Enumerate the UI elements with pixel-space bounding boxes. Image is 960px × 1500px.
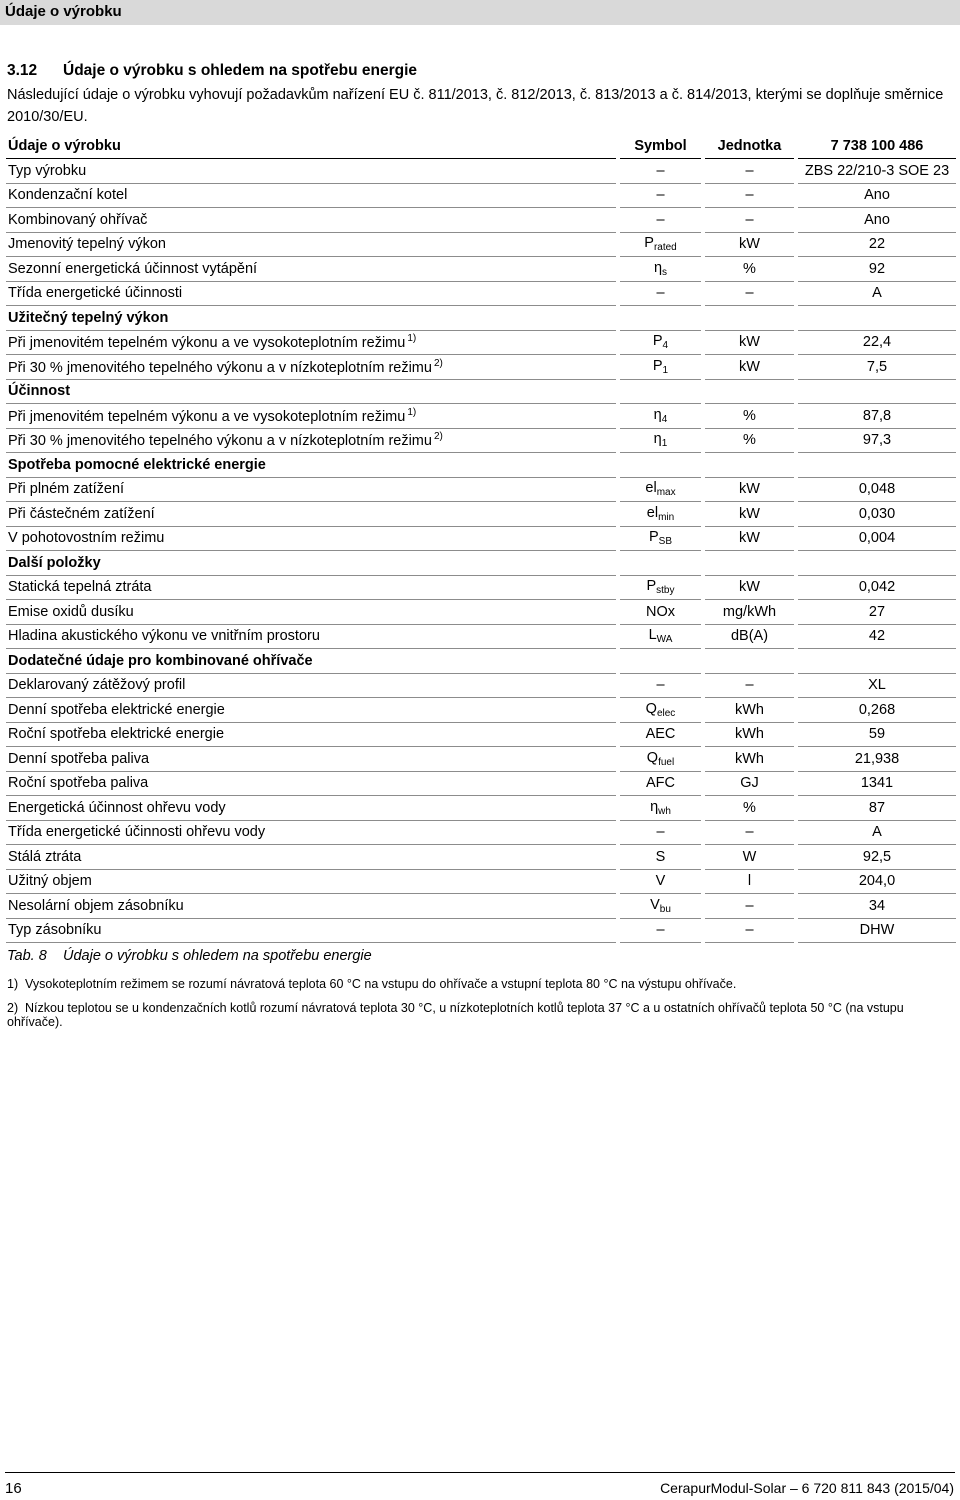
row-label: Při plném zatížení [8,481,125,498]
row-label-cell [6,894,618,919]
row-unit: – [703,208,796,233]
row-value: 92 [796,257,956,282]
row-symbol: – [656,285,665,302]
row-value: XL [796,673,956,698]
row-symbol-cell [618,502,703,527]
row-symbol-subscript: fuel [658,756,675,768]
row-label: V pohotovostním režimu [8,530,165,547]
table-row [6,918,956,943]
row-symbol-cell [618,159,703,184]
row-value: 22 [796,232,956,257]
row-label: Hladina akustického výkonu ve vnitřním prostoru [8,628,320,645]
row-label: Energetická účinnost ohřevu vody [8,799,226,816]
row-label-cell [6,796,618,821]
table-row [6,257,956,282]
table-row [6,796,956,821]
row-unit: kW [703,330,796,355]
row-label-cell [6,698,618,723]
row-symbol: Q [645,700,657,717]
footnote-ref: 1) [407,333,417,345]
footnote-ref: 2) [433,357,443,369]
table-section-row [6,551,956,576]
section-label: Dodatečné údaje pro kombinované ohřívače [6,649,956,674]
table-row [6,845,956,870]
row-unit: mg/kWh [703,600,796,625]
row-symbol-subscript: wh [658,805,671,817]
row-symbol: el [645,480,657,497]
table-section-row [6,453,956,478]
row-symbol-cell [618,747,703,772]
table-row [6,673,956,698]
row-value: 27 [796,600,956,625]
row-symbol-subscript: max [656,487,676,499]
row-symbol: P [646,578,657,595]
row-symbol-subscript: stby [656,585,675,597]
row-unit: kW [703,355,796,380]
row-unit: kW [703,526,796,551]
row-unit: % [703,796,796,821]
table-header-row [6,134,956,159]
row-label: Stálá ztráta [8,848,82,865]
table-row [6,722,956,747]
row-symbol-cell [618,771,703,796]
table-row [6,428,956,453]
footnote-number: 1) [7,977,19,991]
footnote-2 [7,1001,960,1029]
table-row [6,355,956,380]
footnote-text: Nízkou teplotou se u kondenzačních kotlů rozumí návratová teplota 30 °C, u nízkoteplotních kotlů teplota 37 °C a u ostatních ohřívačů teplota 50 °C (na vstupu ohřívače). [7,1001,904,1029]
row-label-cell [6,232,618,257]
table-row [6,771,956,796]
row-unit: – [703,894,796,919]
row-label: Třída energetické účinnosti [8,285,183,302]
row-symbol-cell [618,526,703,551]
row-symbol: η [650,798,659,815]
row-label: Kombinovaný ohřívač [8,211,148,228]
row-label: Při 30 % jmenovitého tepelného výkonu a v nízkoteplotním režimu [8,359,432,376]
row-label: Denní spotřeba elektrické energie [8,701,225,718]
row-symbol-cell [618,673,703,698]
footnote-text: Vysokoteplotním režimem se rozumí návratová teplota 60 °C na vstupu do ohřívače a vstupní teplota 80 °C na výstupu ohřívače. [25,977,737,991]
row-label-cell [6,477,618,502]
row-value: ZBS 22/210-3 SOE 23 [796,159,956,184]
row-unit: W [703,845,796,870]
row-symbol-cell [618,183,703,208]
row-label-cell [6,722,618,747]
table-row [6,894,956,919]
row-symbol-cell [618,281,703,306]
row-symbol: η [653,406,662,423]
row-symbol: η [653,259,663,276]
row-symbol-cell [618,820,703,845]
section-label: Užitečný tepelný výkon [6,306,956,331]
header-symbol: Symbol [618,134,703,159]
footnote-ref: 2) [433,431,443,443]
row-value: Ano [796,183,956,208]
row-value: 0,048 [796,477,956,502]
row-label-cell [6,257,618,282]
row-value: 7,5 [796,355,956,380]
header-product-number: 7 738 100 486 [796,134,956,159]
row-symbol: η [653,431,662,448]
table-row [6,404,956,429]
row-symbol-cell [618,600,703,625]
intro-paragraph: Následující údaje o výrobku vyhovují požadavkům nařízení EU č. 811/2013, č. 812/2013, č. 813/2013 a č. 814/2013, kterými se doplňuje směrnice 2010/30/EU. [7,87,944,125]
document-reference: CerapurModul-Solar – 6 720 811 843 (2015/04) [660,1480,954,1496]
table-row [6,698,956,723]
header-product-data: Údaje o výrobku [6,134,618,159]
row-value: 0,004 [796,526,956,551]
row-label: Denní spotřeba paliva [8,750,150,767]
table-caption-number: Tab. 8 [7,948,47,964]
row-label-cell [6,575,618,600]
table-row [6,477,956,502]
row-symbol-cell [618,869,703,894]
section-label: Spotřeba pomocné elektrické energie [6,453,956,478]
row-label-cell [6,281,618,306]
row-symbol-subscript: SB [658,536,672,548]
row-value: 1341 [796,771,956,796]
row-label-cell [6,771,618,796]
row-symbol: – [656,677,665,694]
table-row [6,183,956,208]
table-body [6,159,956,943]
row-label: Při 30 % jmenovitého tepelného výkonu a v nízkoteplotním režimu [8,433,432,450]
row-label-cell [6,502,618,527]
row-symbol-subscript: 1 [662,364,669,376]
footnote-ref: 1) [407,406,417,418]
row-symbol-cell [618,208,703,233]
page-header-title: Údaje o výrobku [5,3,122,20]
table-row [6,232,956,257]
row-symbol: P [644,235,654,252]
row-unit: GJ [703,771,796,796]
table-caption-text: Údaje o výrobku s ohledem na spotřebu energie [63,948,372,964]
row-symbol-cell [618,257,703,282]
table-row [6,747,956,772]
table-row [6,600,956,625]
row-symbol-subscript: rated [653,242,677,254]
row-symbol: L [648,627,657,644]
row-unit: – [703,281,796,306]
row-symbol: – [656,187,665,204]
row-label: Typ zásobníku [8,922,102,939]
row-label: Užitný objem [8,873,92,890]
row-symbol-cell [618,624,703,649]
row-value: 204,0 [796,869,956,894]
row-value: 92,5 [796,845,956,870]
row-label-cell [6,355,618,380]
row-symbol: – [656,211,665,228]
section-number: 3.12 [7,62,38,79]
row-value: 87,8 [796,404,956,429]
table-row [6,502,956,527]
section-label: Účinnost [6,379,956,404]
row-symbol: – [656,824,665,841]
row-label: Roční spotřeba paliva [8,775,149,792]
row-symbol-subscript: 4 [662,340,669,352]
table-row [6,869,956,894]
row-symbol-cell [618,722,703,747]
row-value: 59 [796,722,956,747]
row-unit: dB(A) [703,624,796,649]
page-header-bar [0,0,960,25]
row-label-cell [6,330,618,355]
row-unit: kWh [703,747,796,772]
row-label: Jmenovitý tepelný výkon [8,236,166,253]
table-caption [7,948,372,964]
row-symbol: el [646,504,659,521]
footnote-number: 2) [7,1001,19,1015]
row-value: 34 [796,894,956,919]
row-symbol-cell [618,428,703,453]
row-value: 0,030 [796,502,956,527]
row-symbol-subscript: 1 [661,438,668,450]
table-row [6,208,956,233]
section-label: Další položky [6,551,956,576]
row-label-cell [6,526,618,551]
row-symbol-cell [618,698,703,723]
header-unit: Jednotka [703,134,796,159]
row-symbol: V [655,873,666,890]
row-value: 97,3 [796,428,956,453]
page-number: 16 [5,1480,22,1497]
row-label: Třída energetické účinnosti ohřevu vody [8,824,266,841]
row-unit: – [703,820,796,845]
row-unit: kW [703,502,796,527]
row-label: Deklarovaný zátěžový profil [8,677,186,694]
row-symbol-cell [618,894,703,919]
row-symbol-subscript: 4 [661,413,668,425]
row-symbol-cell [618,575,703,600]
row-label: Při jmenovitém tepelném výkonu a ve vysokoteplotním režimu [8,408,406,425]
row-unit: % [703,428,796,453]
row-label: Při částečném zatížení [8,505,155,522]
row-value: 0,268 [796,698,956,723]
row-label: Při jmenovitém tepelném výkonu a ve vysokoteplotním režimu [8,335,406,352]
row-symbol-cell [618,796,703,821]
section-heading [7,62,417,80]
row-unit: kW [703,477,796,502]
row-label-cell [6,820,618,845]
row-label-cell [6,208,618,233]
row-label: Typ výrobku [8,162,87,179]
table-row [6,330,956,355]
row-value: Ano [796,208,956,233]
row-symbol: – [656,162,665,179]
row-label: Emise oxidů dusíku [8,603,134,620]
row-label-cell [6,404,618,429]
row-symbol: P [652,333,663,350]
row-symbol: V [650,896,660,913]
row-value: 42 [796,624,956,649]
row-label: Nesolární objem zásobníku [8,897,184,914]
table-row [6,820,956,845]
section-title: Údaje o výrobku s ohledem na spotřebu energie [63,62,418,79]
table-row [6,575,956,600]
table-row [6,526,956,551]
row-value: 87 [796,796,956,821]
row-symbol-subscript: elec [656,707,676,719]
product-data-table [6,134,956,943]
row-unit: % [703,404,796,429]
table-row [6,281,956,306]
row-unit: – [703,159,796,184]
row-unit: kW [703,232,796,257]
row-symbol-cell [618,404,703,429]
row-unit: kW [703,575,796,600]
row-label-cell [6,600,618,625]
row-unit: kWh [703,698,796,723]
row-label-cell [6,624,618,649]
row-symbol: AEC [645,726,676,743]
row-value: DHW [796,918,956,943]
row-value: 21,938 [796,747,956,772]
row-unit: – [703,918,796,943]
row-value: A [796,281,956,306]
row-symbol: – [656,922,665,939]
row-label: Statická tepelná ztráta [8,579,152,596]
row-symbol-subscript: min [658,511,675,523]
table-row [6,159,956,184]
row-label: Kondenzační kotel [8,187,128,204]
row-value: A [796,820,956,845]
row-symbol: P [652,357,663,374]
row-unit: kWh [703,722,796,747]
row-symbol-cell [618,845,703,870]
row-symbol-cell [618,232,703,257]
row-label-cell [6,918,618,943]
row-value: 0,042 [796,575,956,600]
row-symbol: AFC [646,775,675,792]
row-label: Sezonní energetická účinnost vytápění [8,260,258,277]
row-label: Roční spotřeba elektrické energie [8,726,225,743]
footnote-1 [7,977,736,991]
row-label-cell [6,159,618,184]
row-symbol: S [655,848,666,865]
row-symbol: NOx [646,603,675,620]
footer-divider [5,1472,955,1473]
row-unit: % [703,257,796,282]
row-label-cell [6,869,618,894]
row-label-cell [6,183,618,208]
row-symbol-cell [618,918,703,943]
row-label-cell [6,845,618,870]
row-label-cell [6,673,618,698]
row-symbol-subscript: s [662,266,668,278]
row-symbol: P [648,529,659,546]
row-unit: – [703,183,796,208]
row-unit: – [703,673,796,698]
row-label-cell [6,747,618,772]
table-row [6,624,956,649]
row-unit: l [703,869,796,894]
row-value: 22,4 [796,330,956,355]
row-symbol-cell [618,355,703,380]
table-section-row [6,379,956,404]
table-section-row [6,306,956,331]
row-symbol-subscript: WA [656,634,673,646]
row-label-cell [6,428,618,453]
table-section-row [6,649,956,674]
row-symbol-cell [618,330,703,355]
row-symbol: Q [646,749,659,766]
row-symbol-cell [618,477,703,502]
row-symbol-subscript: bu [659,903,671,915]
